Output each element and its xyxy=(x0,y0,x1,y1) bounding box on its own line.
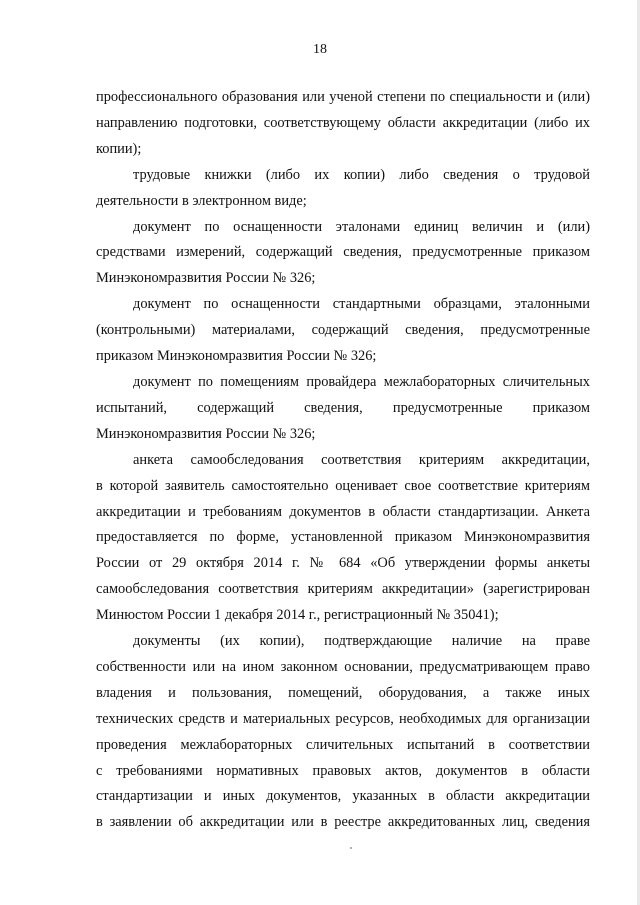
paragraph-measurement-standards xyxy=(96,215,590,293)
paragraph-ownership-documents xyxy=(96,629,590,836)
text-line: профессионального образования или ученой степени по специальности и (или) xyxy=(96,89,590,105)
paragraph-self-assessment xyxy=(96,448,590,629)
text-line: в которой заявитель самостоятельно оценивает свое соответствие критериям xyxy=(96,477,590,494)
paragraph-continuation xyxy=(96,85,590,163)
text-line: России от 29 октября 2014 г. № 684 «Об утверждении формы анкеты xyxy=(96,555,590,572)
text-line: (контрольными) материалами, содержащий сведения, предусмотренные xyxy=(96,322,590,339)
page-number: 18 xyxy=(313,42,327,57)
text-line: приказом Минэкономразвития России № 326; xyxy=(96,348,377,365)
text-line: собственности или на ином законном основании, предусматривающем право xyxy=(96,658,590,675)
paragraph-premises xyxy=(96,370,590,448)
scan-artifact xyxy=(350,847,352,849)
text-line: Минэкономразвития России № 326; xyxy=(96,270,316,287)
text-line: аккредитации и требованиям документов в области стандартизации. Анкета xyxy=(96,503,590,520)
text-line: документы (их копии), подтверждающие наличие на праве xyxy=(133,633,590,650)
text-line: документ по оснащенности эталонами единиц величин и (или) xyxy=(133,218,590,235)
text-line: проведения межлабораторных сличительных испытаний в соответствии xyxy=(96,736,590,753)
text-line: документ по помещениям провайдера межлабораторных сличительных xyxy=(133,373,590,390)
text-line: самообследования соответствия критериям аккредитации» (зарегистрирован xyxy=(96,581,590,598)
text-line: средствами измерений, содержащий сведения, предусмотренные приказом xyxy=(96,244,590,261)
text-line: с требованиями нормативных правовых актов, документов в области xyxy=(96,762,590,779)
text-line: Минэкономразвития России № 326; xyxy=(96,425,316,442)
paragraph-work-books xyxy=(96,163,590,215)
text-line: в заявлении об аккредитации или в реестре аккредитованных лиц, сведения xyxy=(96,814,590,831)
text-line: анкета самообследования соответствия критериям аккредитации, xyxy=(133,451,590,468)
text-line: деятельности в электронном виде; xyxy=(96,192,307,209)
document-body xyxy=(96,85,590,836)
text-line: владения и пользования, помещений, оборудования, а также иных xyxy=(96,684,590,701)
text-line: трудовые книжки (либо их копии) либо сведения о трудовой xyxy=(133,166,590,183)
text-line: стандартизации и иных документов, указанных в области аккредитации xyxy=(96,788,590,805)
text-line: копии); xyxy=(96,140,142,157)
text-line: технических средств и материальных ресурсов, необходимых для организации xyxy=(96,710,590,727)
text-line: предоставляется по форме, установленной приказом Минэкономразвития xyxy=(96,529,590,546)
paragraph-reference-materials xyxy=(96,292,590,370)
text-line: испытаний, содержащий сведения, предусмотренные приказом xyxy=(96,399,590,416)
text-line: Минюстом России 1 декабря 2014 г., регистрационный № 35041); xyxy=(96,607,499,624)
text-line: документ по оснащенности стандартными образцами, эталонными xyxy=(133,296,590,313)
text-line: направлению подготовки, соответствующему области аккредитации (либо их xyxy=(96,114,590,131)
